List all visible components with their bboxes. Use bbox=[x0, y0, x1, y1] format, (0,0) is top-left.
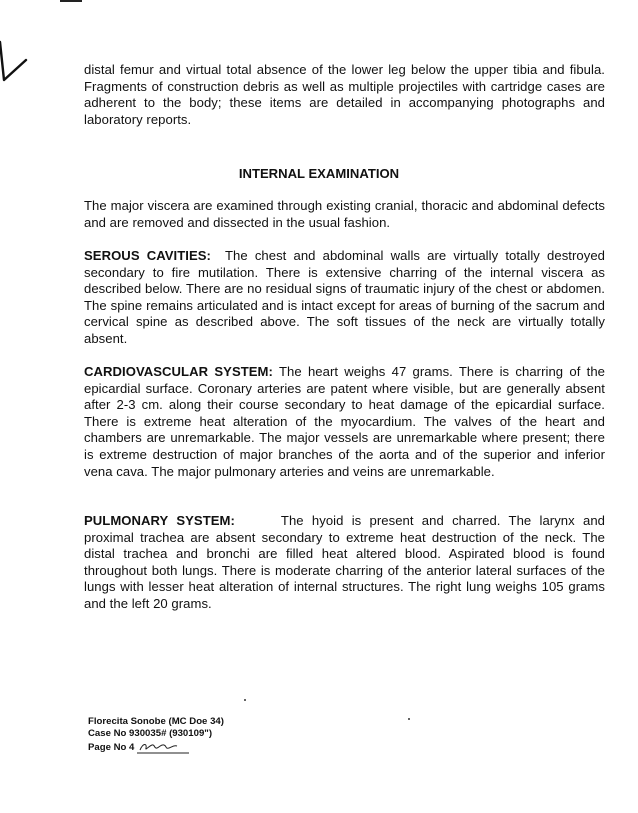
serous-cavities-paragraph bbox=[84, 248, 605, 348]
pulmonary-title: PULMONARY SYSTEM: bbox=[84, 513, 235, 528]
serous-cavities-body: The chest and abdominal walls are virtually totally destroyed secondary to fire mutilation. There is extensive charring of the internal viscera as described below. There are no residual signs of traumatic injury of the chest or abdomen. The spine remains articulated and is intact except for areas of burning of the sacrum and cervical spine as described above. The soft tissues of the neck are virtually totally absent. bbox=[84, 248, 605, 346]
pulmonary-paragraph bbox=[84, 513, 605, 613]
continuation-paragraph: distal femur and virtual total absence of the lower leg below the upper tibia and fibula. Fragments of construction debris as well as multiple projectiles with cartridge cases are adherent to the body; these items are detailed in accompanying photographs and laboratory reports. bbox=[84, 62, 605, 127]
cardiovascular-title: CARDIOVASCULAR SYSTEM: bbox=[84, 364, 273, 379]
footer-case-line: Case No 930035# (930109") bbox=[88, 728, 213, 739]
document-footer bbox=[88, 716, 224, 754]
checkmark-icon bbox=[0, 40, 28, 100]
scan-speck bbox=[408, 718, 410, 720]
footer-name-line: Florecita Sonobe (MC Doe 34) bbox=[88, 716, 224, 727]
handwritten-initials bbox=[137, 740, 189, 754]
cardiovascular-paragraph bbox=[84, 364, 605, 480]
serous-cavities-title: SEROUS CAVITIES: bbox=[84, 248, 211, 263]
pulmonary-body: The hyoid is present and charred. The larynx and proximal trachea are absent secondary to extreme heat destruction of the neck. The distal trachea and bronchi are filled heat altered blood. Aspirated blood is found throughout both lungs. There is moderate charring of the anterior lateral surfaces of the lungs with lesser heat alteration of internal structures. The right lung weighs 105 grams and the left 20 grams. bbox=[84, 513, 605, 611]
footer-page-number: Page No 4 bbox=[88, 742, 135, 753]
cardiovascular-body: The heart weighs 47 grams. There is charring of the epicardial surface. Coronary arteries are patent where visible, but are generally absent after 2-3 cm. along their course secondary to heat damage of the epicardial surface. There is extreme heat alteration of the myocardium. The valves of the heart and chambers are unremarkable. The major vessels are unremarkable where present; there is extreme destruction of major branches of the aorta and of the superior and inferior vena cava. The major pulmonary arteries and veins are unremarkable. bbox=[84, 364, 606, 479]
intro-paragraph: The major viscera are examined through existing cranial, thoracic and abdominal defects and are removed and dissected in the usual fashion. bbox=[84, 198, 605, 230]
scan-mark-line bbox=[60, 0, 82, 2]
section-heading: INTERNAL EXAMINATION bbox=[238, 166, 400, 181]
footer-page-line bbox=[88, 740, 224, 754]
scan-speck bbox=[244, 699, 246, 701]
